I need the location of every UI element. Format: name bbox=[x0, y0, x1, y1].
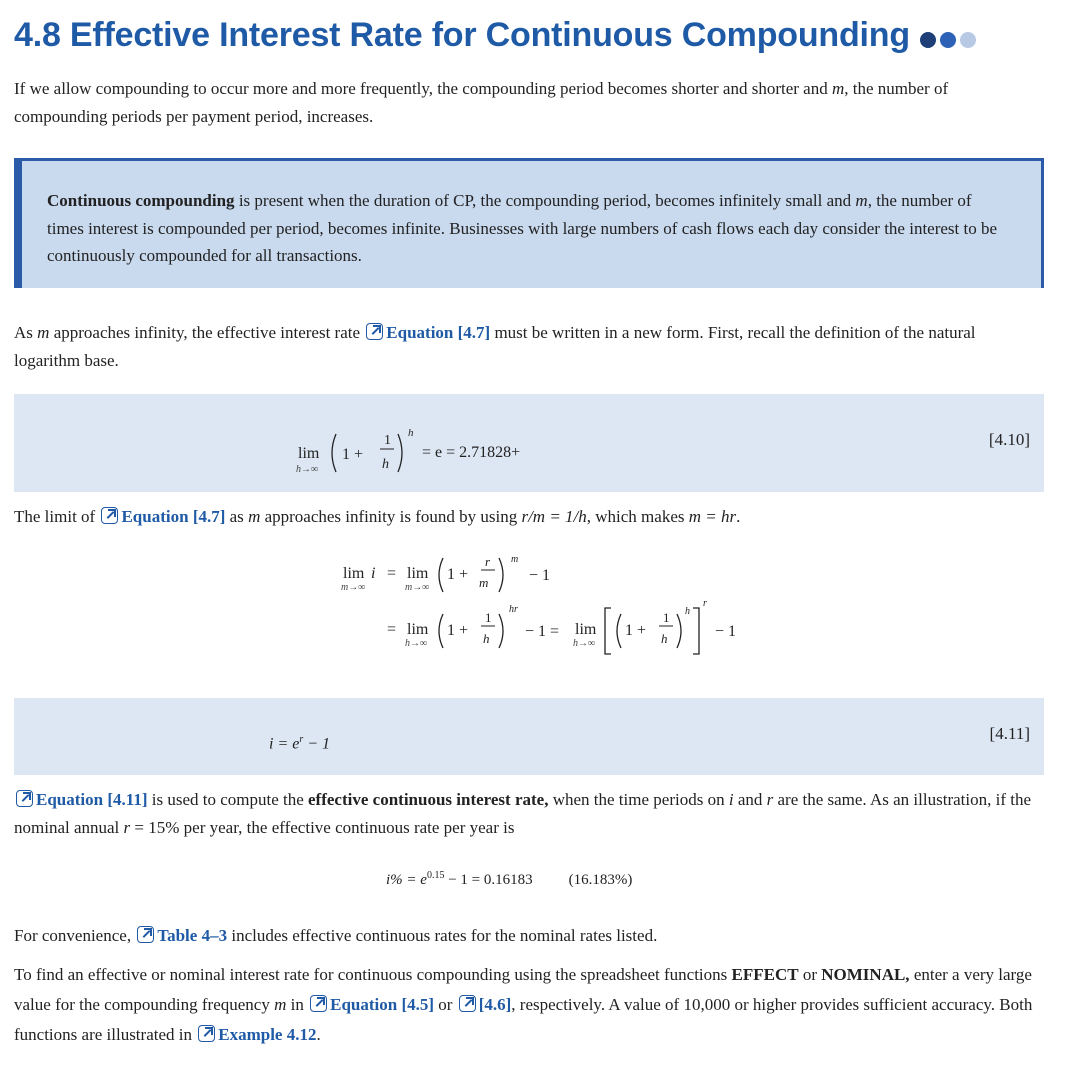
svg-text:r: r bbox=[485, 554, 491, 569]
svg-text:m: m bbox=[479, 575, 489, 590]
equation-4-11-number: [4.11] bbox=[989, 724, 1030, 743]
external-link-icon bbox=[16, 790, 33, 807]
title-text: 4.8 Effective Interest Rate for Continuous Compounding bbox=[14, 16, 910, 54]
external-link-icon bbox=[459, 995, 476, 1012]
example-4-12-link[interactable]: Example 4.12 bbox=[196, 1025, 316, 1044]
limit-derivation bbox=[339, 550, 759, 662]
external-link-icon bbox=[101, 507, 118, 524]
page-title bbox=[14, 16, 980, 57]
svg-text:h→∞: h→∞ bbox=[405, 638, 428, 649]
svg-text:1: 1 bbox=[485, 610, 492, 625]
svg-text:lim: lim bbox=[575, 621, 597, 638]
effect-function: EFFECT bbox=[731, 965, 799, 984]
table-4-3-link[interactable]: Table 4–3 bbox=[135, 926, 227, 945]
equation-4-11-box bbox=[14, 698, 1044, 775]
equation-4-7-link[interactable]: Equation [4.7] bbox=[364, 323, 490, 342]
example-percent: (16.183%) bbox=[568, 872, 633, 888]
svg-text:1: 1 bbox=[384, 433, 391, 448]
equation-4-7-link-2[interactable]: Equation [4.7] bbox=[99, 507, 225, 526]
svg-text:h→∞: h→∞ bbox=[573, 638, 596, 649]
svg-text:1: 1 bbox=[663, 610, 670, 625]
svg-text:− 1: − 1 bbox=[715, 623, 737, 640]
svg-text:i: i bbox=[371, 565, 376, 582]
svg-text:1 +: 1 + bbox=[625, 622, 647, 639]
external-link-icon bbox=[366, 323, 383, 340]
svg-text:h: h bbox=[382, 457, 389, 472]
equation-4-6-link[interactable]: [4.6] bbox=[457, 995, 512, 1014]
para-convenience: For convenience, Table 4–3 includes effective continuous rates for the nominal rates listed. bbox=[14, 926, 658, 945]
equation-4-10-number: [4.10] bbox=[988, 430, 1030, 449]
bold-term: effective continuous interest rate, bbox=[308, 790, 549, 809]
svg-text:h: h bbox=[661, 631, 668, 646]
svg-text:hr: hr bbox=[509, 604, 518, 615]
svg-text:lim: lim bbox=[407, 565, 429, 582]
definition-term: Continuous compounding bbox=[47, 191, 235, 210]
svg-text:h: h bbox=[685, 606, 690, 617]
title-dots bbox=[920, 18, 980, 57]
equation-4-11-formula: $i = e^r - 1$ bbox=[269, 734, 331, 753]
equation-4-11-link[interactable]: Equation [4.11] bbox=[14, 790, 147, 809]
svg-text:m→∞: m→∞ bbox=[341, 582, 366, 593]
svg-text:r: r bbox=[703, 598, 707, 609]
nominal-function: NOMINAL, bbox=[821, 965, 910, 984]
svg-text:m: m bbox=[511, 554, 519, 565]
equation-4-10-box bbox=[14, 394, 1044, 492]
para-limit-intro: As m approaches infinity, the effective interest rate Equation [4.7] must be written in a new form. First, recall the definition of the natural logarithm base. bbox=[14, 323, 976, 370]
svg-text:h: h bbox=[408, 427, 414, 439]
para-spreadsheet: To find an effective or nominal interest rate for continuous compounding using the spreadsheet functions EFFECT or NOMINAL, enter a very large value for the compounding frequency m in Equation [4.5] or [4.6], respectively. A value of 10,000 or higher provides sufficient accuracy. Both functions are illustrated in Example 4.12. bbox=[14, 965, 1033, 1044]
svg-text:=: = bbox=[387, 621, 397, 638]
svg-text:− 1: − 1 bbox=[529, 567, 551, 584]
svg-text:lim: lim bbox=[343, 565, 365, 582]
definition-box bbox=[14, 158, 1044, 288]
svg-text:h→∞: h→∞ bbox=[296, 464, 319, 475]
equation-4-10-formula bbox=[294, 394, 694, 492]
external-link-icon bbox=[310, 995, 327, 1012]
external-link-icon bbox=[198, 1025, 215, 1042]
equation-4-10-result: = e = 2.71828+ bbox=[422, 444, 521, 461]
svg-text:− 1 =: − 1 = bbox=[525, 623, 560, 640]
para-effective-continuous: Equation [4.11] is used to compute the effective continuous interest rate, when the time periods on i and r are the same. As an illustration, if the nominal annual r = 15% per year, the effective continuous rate per year is bbox=[14, 790, 1031, 837]
intro-paragraph: If we allow compounding to occur more and more frequently, the compounding period becomes shorter and shorter and m, the number of compounding periods per payment period, increases. bbox=[14, 79, 949, 126]
svg-text:lim: lim bbox=[407, 621, 429, 638]
example-calculation: $i\% = e^{0.15} - 1 = 0.16183$ (16.183%) bbox=[386, 870, 633, 888]
svg-text:1 +: 1 + bbox=[342, 446, 364, 463]
svg-text:1 +: 1 + bbox=[447, 622, 469, 639]
svg-text:1 +: 1 + bbox=[447, 566, 469, 583]
external-link-icon bbox=[137, 926, 154, 943]
definition-text: Continuous compounding is present when the duration of CP, the compounding period, becomes infinitely small and m, the number of times interest is compounded per period, becomes infinite. Businesses with large numbers of cash flows each day consider the interest to be continuously compounded for all transactions. bbox=[47, 191, 998, 265]
svg-text:lim: lim bbox=[298, 445, 320, 462]
svg-text:=: = bbox=[387, 565, 397, 582]
para-limit: The limit of Equation [4.7] as m approaches infinity is found by using r/m = 1/h, which makes m = hr. bbox=[14, 507, 741, 526]
svg-text:h: h bbox=[483, 631, 490, 646]
svg-text:m→∞: m→∞ bbox=[405, 582, 430, 593]
equation-4-5-link[interactable]: Equation [4.5] bbox=[308, 995, 434, 1014]
